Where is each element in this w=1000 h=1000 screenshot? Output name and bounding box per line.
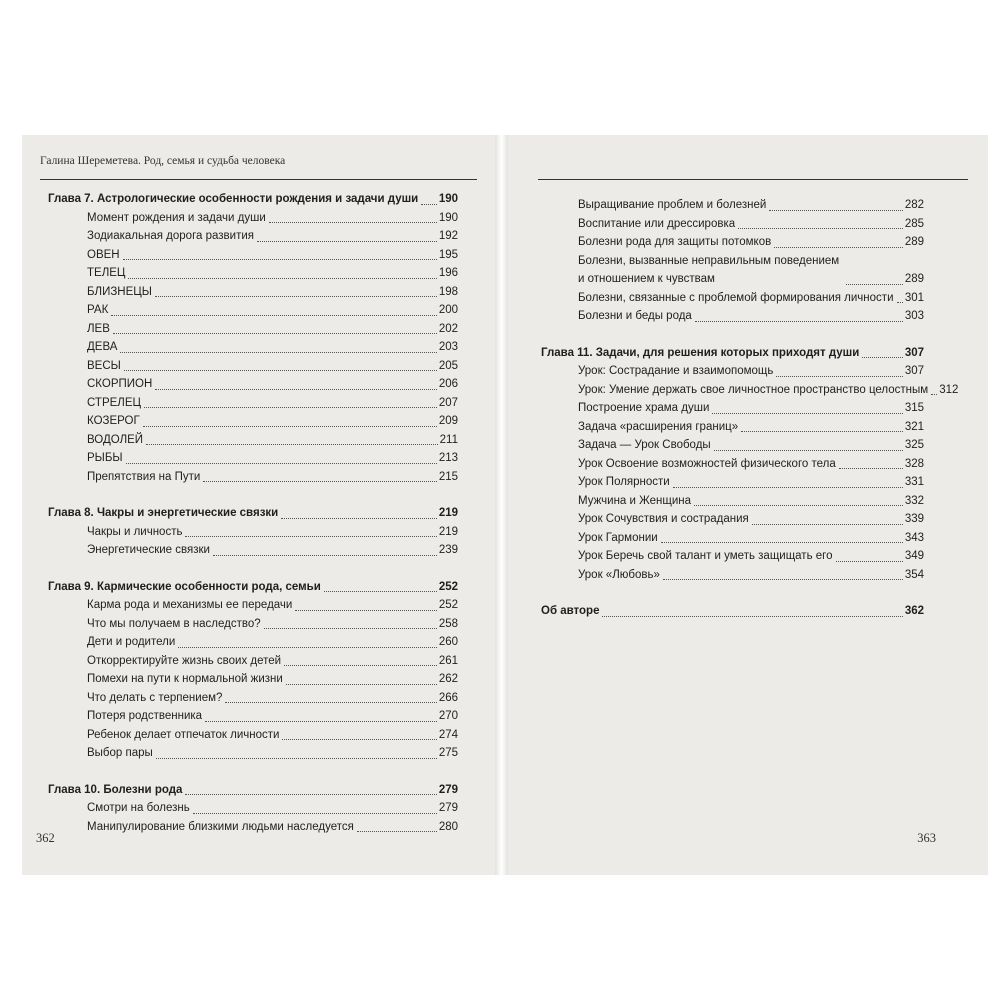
entry-title: Урок Беречь свой талант и уметь защищать его xyxy=(578,550,833,562)
entry-title: Урок Сочувствия и сострадания xyxy=(578,513,749,525)
dot-leader xyxy=(774,247,903,248)
toc-entry xyxy=(48,468,458,487)
dot-leader xyxy=(123,259,437,260)
toc-entry xyxy=(541,418,924,437)
entry-title: ЛЕВ xyxy=(87,322,110,335)
entry-page-number: 307 xyxy=(904,346,924,359)
dot-leader xyxy=(111,315,437,316)
entry-title: РАК xyxy=(87,304,109,316)
dot-leader xyxy=(124,370,437,371)
dot-leader xyxy=(931,394,937,395)
dot-leader xyxy=(185,536,436,537)
toc-chapter-entry xyxy=(48,781,458,800)
toc-entry xyxy=(541,381,959,400)
section-gap xyxy=(541,326,924,344)
toc-entry xyxy=(541,529,924,548)
toc-entry xyxy=(541,473,924,492)
dot-leader xyxy=(741,431,903,432)
page-number: 363 xyxy=(917,831,936,845)
entry-title: ОВЕН xyxy=(87,248,120,261)
toc-entry xyxy=(48,227,458,246)
entry-title: Дети и родители xyxy=(87,636,176,648)
toc-entry xyxy=(541,233,924,252)
entry-page-number: 202 xyxy=(438,322,458,335)
toc-entry xyxy=(48,246,458,265)
toc-entry xyxy=(48,818,458,837)
toc-entry xyxy=(48,596,458,615)
toc-entry xyxy=(48,652,458,671)
toc-entry xyxy=(541,436,924,455)
toc-entry xyxy=(48,320,458,339)
entry-page-number: 213 xyxy=(438,452,458,464)
toc-chapter-entry xyxy=(48,578,458,597)
entry-page-number: 307 xyxy=(904,365,924,377)
entry-page-number: 315 xyxy=(904,402,924,414)
entry-page-number: 285 xyxy=(904,217,924,230)
dot-leader xyxy=(144,407,437,408)
dot-leader xyxy=(178,647,437,648)
entry-page-number: 219 xyxy=(438,525,458,538)
entry-page-number: 312 xyxy=(939,383,959,396)
dot-leader xyxy=(282,739,436,740)
left-page xyxy=(22,135,495,875)
right-page xyxy=(508,135,988,875)
dot-leader xyxy=(661,542,903,543)
entry-page-number: 215 xyxy=(438,470,458,483)
toc-entry xyxy=(541,307,924,326)
entry-page-number: 205 xyxy=(438,359,458,372)
entry-title: Потеря родственника xyxy=(87,710,203,722)
entry-page-number: 282 xyxy=(904,199,924,211)
dot-leader xyxy=(769,210,903,211)
entry-title: КОЗЕРОГ xyxy=(87,415,140,427)
entry-title: Чакры и личность xyxy=(87,525,183,538)
entry-title: Ребенок делает отпечаток личности xyxy=(87,728,280,741)
entry-title: Построение храма души xyxy=(578,402,710,414)
entry-page-number: 275 xyxy=(438,747,458,759)
dot-leader xyxy=(155,296,437,297)
dot-leader xyxy=(836,561,903,562)
entry-page-number: 239 xyxy=(438,544,458,556)
dot-leader xyxy=(185,794,436,795)
entry-title: Урок Полярности xyxy=(578,476,670,488)
entry-page-number: 195 xyxy=(438,248,458,261)
toc-entry xyxy=(541,566,924,585)
entry-page-number: 362 xyxy=(904,605,924,617)
dot-leader xyxy=(120,352,436,353)
toc-entry xyxy=(48,707,458,726)
toc-entry xyxy=(48,670,458,689)
entry-page-number: 190 xyxy=(438,211,458,224)
dot-leader xyxy=(143,426,437,427)
entry-title: Препятствия на Пути xyxy=(87,470,201,483)
entry-title: Карма рода и механизмы ее передачи xyxy=(87,599,293,611)
toc-entry xyxy=(541,215,924,234)
dot-leader xyxy=(324,591,437,592)
dot-leader xyxy=(156,758,437,759)
header-rule xyxy=(538,179,968,180)
entry-title: ВЕСЫ xyxy=(87,359,121,372)
entry-title: ВОДОЛЕЙ xyxy=(87,433,144,446)
dot-leader xyxy=(738,228,903,229)
toc-chapter-entry xyxy=(48,190,458,209)
entry-page-number: 266 xyxy=(438,691,458,704)
book-gutter xyxy=(495,135,508,875)
table-of-contents-left xyxy=(48,190,458,836)
section-gap xyxy=(48,486,458,504)
entry-title: СКОРПИОН xyxy=(87,378,153,390)
dot-leader xyxy=(284,665,437,666)
section-gap xyxy=(48,763,458,781)
dot-leader xyxy=(712,413,902,414)
entry-title: Глава 8. Чакры и энергетические связки xyxy=(48,507,279,519)
dot-leader xyxy=(257,241,437,242)
toc-entry xyxy=(48,431,458,450)
toc-entry xyxy=(48,357,458,376)
toc-entry xyxy=(48,744,458,763)
entry-title: Болезни и беды рода xyxy=(578,310,692,322)
dot-leader xyxy=(203,481,437,482)
running-head: Галина Шереметева. Род, семья и судьба человека xyxy=(40,155,286,167)
entry-title: Урок «Любовь» xyxy=(578,568,660,581)
entry-title: СТРЕЛЕЦ xyxy=(87,396,142,409)
entry-page-number: 270 xyxy=(438,710,458,722)
entry-page-number: 279 xyxy=(438,802,458,814)
section-gap xyxy=(541,584,924,602)
entry-title: Урок Гармонии xyxy=(578,531,658,544)
entry-page-number: 349 xyxy=(904,550,924,562)
entry-title: Момент рождения и задачи души xyxy=(87,211,266,224)
entry-title: Мужчина и Женщина xyxy=(578,494,691,507)
entry-page-number: 198 xyxy=(438,285,458,298)
toc-entry xyxy=(48,615,458,634)
entry-page-number: 274 xyxy=(438,728,458,741)
entry-page-number: 252 xyxy=(438,599,458,611)
dot-leader xyxy=(846,284,903,285)
entry-title: Задача — Урок Свободы xyxy=(578,439,711,451)
dot-leader xyxy=(155,389,437,390)
entry-page-number: 219 xyxy=(438,507,458,519)
toc-entry xyxy=(48,412,458,431)
toc-entry xyxy=(48,541,458,560)
dot-leader xyxy=(673,487,903,488)
toc-entry xyxy=(541,252,924,289)
table-of-contents-right xyxy=(541,196,959,621)
entry-title: Болезни, связанные с проблемой формирования личности xyxy=(578,291,894,304)
entry-page-number: 211 xyxy=(439,433,458,446)
page-number: 362 xyxy=(36,831,55,845)
entry-title: Энергетические связки xyxy=(87,544,210,556)
toc-entry xyxy=(541,455,924,474)
entry-page-number: 196 xyxy=(438,267,458,279)
toc-entry xyxy=(48,338,458,357)
entry-page-number: 303 xyxy=(904,310,924,322)
dot-leader xyxy=(897,302,903,303)
entry-title: Выращивание проблем и болезней xyxy=(578,199,767,211)
entry-page-number: 331 xyxy=(904,476,924,488)
entry-title: Глава 11. Задачи, для решения которых приходят души xyxy=(541,346,860,359)
dot-leader xyxy=(286,684,437,685)
dot-leader xyxy=(281,518,437,519)
entry-title: Урок: Сострадание и взаимопомощь xyxy=(578,365,774,377)
entry-title: Смотри на болезнь xyxy=(87,802,190,814)
entry-page-number: 343 xyxy=(904,531,924,544)
dot-leader xyxy=(357,831,437,832)
entry-page-number: 192 xyxy=(438,230,458,242)
entry-title: Об авторе xyxy=(541,605,600,617)
toc-entry xyxy=(48,726,458,745)
entry-title: Задача «расширения границ» xyxy=(578,420,739,433)
toc-entry xyxy=(48,633,458,652)
entry-page-number: 325 xyxy=(904,439,924,451)
dot-leader xyxy=(269,222,437,223)
dot-leader xyxy=(694,505,903,506)
entry-title: Глава 10. Болезни рода xyxy=(48,783,183,796)
entry-page-number: 339 xyxy=(904,513,924,525)
entry-page-number: 206 xyxy=(438,378,458,390)
toc-entry xyxy=(48,523,458,542)
entry-page-number: 200 xyxy=(438,304,458,316)
dot-leader xyxy=(714,450,903,451)
entry-title: БЛИЗНЕЦЫ xyxy=(87,285,152,298)
dot-leader xyxy=(752,524,903,525)
dot-leader xyxy=(128,278,436,279)
toc-entry xyxy=(48,301,458,320)
entry-title: Урок: Умение держать свое личностное пространство целостным xyxy=(578,383,929,396)
toc-entry xyxy=(48,264,458,283)
dot-leader xyxy=(695,321,903,322)
entry-title: Болезни рода для защиты потомков xyxy=(578,236,772,248)
dot-leader xyxy=(602,616,902,617)
toc-entry xyxy=(48,449,458,468)
entry-title: Манипулирование близкими людьми наследуется xyxy=(87,820,354,833)
entry-title: Помехи на пути к нормальной жизни xyxy=(87,673,283,685)
toc-entry xyxy=(541,510,924,529)
entry-page-number: 252 xyxy=(438,580,458,593)
entry-title: Урок Освоение возможностей физического тела xyxy=(578,457,836,470)
entry-page-number: 328 xyxy=(904,457,924,470)
dot-leader xyxy=(225,702,436,703)
entry-title: Глава 7. Астрологические особенности рождения и задачи души xyxy=(48,193,419,205)
dot-leader xyxy=(146,444,438,445)
header-rule xyxy=(40,179,477,180)
toc-entry xyxy=(541,399,924,418)
entry-page-number: 261 xyxy=(438,654,458,667)
dot-leader xyxy=(663,579,903,580)
toc-entry xyxy=(541,492,924,511)
entry-title: РЫБЫ xyxy=(87,452,123,464)
section-gap xyxy=(48,560,458,578)
toc-entry xyxy=(48,799,458,818)
dot-leader xyxy=(126,463,437,464)
dot-leader xyxy=(193,813,437,814)
toc-entry xyxy=(541,362,924,381)
toc-entry xyxy=(48,375,458,394)
entry-page-number: 289 xyxy=(904,236,924,248)
entry-title: Зодиакальная дорога развития xyxy=(87,230,254,242)
entry-title: Глава 9. Кармические особенности рода, семьи xyxy=(48,580,321,593)
toc-entry xyxy=(48,689,458,708)
toc-entry xyxy=(541,547,924,566)
toc-entry xyxy=(541,196,924,215)
dot-leader xyxy=(776,376,902,377)
toc-entry xyxy=(541,289,924,308)
entry-page-number: 301 xyxy=(904,291,924,304)
entry-page-number: 207 xyxy=(438,396,458,409)
dot-leader xyxy=(862,357,902,358)
entry-page-number: 332 xyxy=(904,494,924,507)
entry-page-number: 289 xyxy=(904,273,924,285)
entry-page-number: 260 xyxy=(438,636,458,648)
entry-page-number: 321 xyxy=(904,420,924,433)
dot-leader xyxy=(839,468,903,469)
entry-title: Воспитание или дрессировка xyxy=(578,217,736,230)
dot-leader xyxy=(113,333,437,334)
entry-title: ТЕЛЕЦ xyxy=(87,267,126,279)
entry-title: ДЕВА xyxy=(87,341,118,353)
entry-page-number: 262 xyxy=(438,673,458,685)
entry-title: Выбор пары xyxy=(87,747,153,759)
entry-page-number: 209 xyxy=(438,415,458,427)
dot-leader xyxy=(264,628,437,629)
toc-chapter-entry xyxy=(541,344,924,363)
entry-title: Болезни, вызванные неправильным поведением и отношением к чувствам xyxy=(578,254,840,285)
entry-page-number: 280 xyxy=(438,820,458,833)
toc-entry xyxy=(48,209,458,228)
dot-leader xyxy=(213,555,437,556)
dot-leader xyxy=(205,721,437,722)
toc-entry xyxy=(48,283,458,302)
toc-chapter-entry xyxy=(48,504,458,523)
entry-page-number: 354 xyxy=(904,568,924,581)
dot-leader xyxy=(421,204,437,205)
entry-title: Что мы получаем в наследство? xyxy=(87,617,261,630)
entry-page-number: 258 xyxy=(438,617,458,630)
entry-page-number: 279 xyxy=(438,783,458,796)
entry-title: Что делать с терпением? xyxy=(87,691,223,704)
entry-page-number: 203 xyxy=(438,341,458,353)
entry-title: Откорректируйте жизнь своих детей xyxy=(87,654,282,667)
toc-entry xyxy=(48,394,458,413)
dot-leader xyxy=(295,610,436,611)
entry-page-number: 190 xyxy=(438,193,458,205)
toc-chapter-entry xyxy=(541,602,924,621)
